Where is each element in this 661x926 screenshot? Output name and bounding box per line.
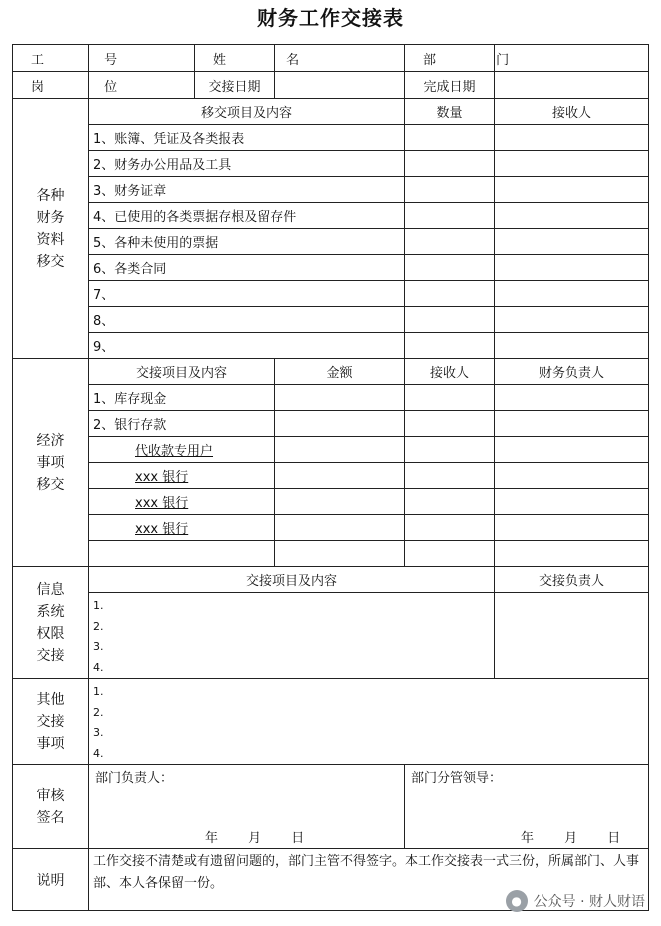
section1-row — [13, 307, 649, 333]
section3-header-owner: 交接负责人 — [495, 567, 649, 593]
section1-row — [13, 333, 649, 359]
section2-row — [13, 489, 649, 515]
label-completion-date: 完成日期 — [405, 72, 495, 99]
section3-header-row — [13, 567, 649, 593]
signature-supervisor[interactable] — [405, 765, 649, 849]
section2-row — [13, 515, 649, 541]
signature-supervisor-label: 部门分管领导： — [411, 771, 503, 786]
section2-header-item: 交接项目及内容 — [89, 359, 275, 385]
label-name: 姓 名 — [195, 45, 275, 72]
watermark — [506, 888, 645, 914]
field-receiver[interactable] — [405, 463, 495, 489]
field-receiver[interactable] — [495, 307, 649, 333]
label-employee-id: 工 号 — [13, 45, 89, 72]
field-amount[interactable] — [275, 541, 405, 567]
section4-label: 其他交接事项 — [13, 679, 89, 765]
field-amount[interactable] — [275, 515, 405, 541]
field-receiver[interactable] — [495, 203, 649, 229]
field-completion-date[interactable] — [495, 72, 649, 99]
field-receiver[interactable] — [405, 489, 495, 515]
field-receiver[interactable] — [495, 229, 649, 255]
wechat-icon: ● — [506, 890, 528, 912]
section3-label: 信息系统权限交接 — [13, 567, 89, 679]
section4-item: 1. — [93, 685, 104, 698]
section1-item: 6、各类合同 — [89, 255, 405, 281]
section4-item: 3. — [93, 726, 104, 739]
field-receiver[interactable] — [405, 437, 495, 463]
section1-header-row — [13, 99, 649, 125]
section3-item: 1. — [93, 599, 104, 612]
label-position: 岗 位 — [13, 72, 89, 99]
field-finance-head[interactable] — [495, 463, 649, 489]
field-qty[interactable] — [405, 177, 495, 203]
field-receiver[interactable] — [405, 385, 495, 411]
section5-label: 审核签名 — [13, 765, 89, 849]
section5-row — [13, 765, 649, 849]
field-receiver[interactable] — [495, 125, 649, 151]
field-finance-head[interactable] — [495, 489, 649, 515]
field-qty[interactable] — [405, 333, 495, 359]
watermark-text: 公众号 · 财人财语 — [533, 894, 645, 910]
field-amount[interactable] — [275, 489, 405, 515]
page-title: 财务工作交接表 — [257, 6, 404, 30]
field-receiver[interactable] — [405, 411, 495, 437]
section1-row — [13, 255, 649, 281]
field-receiver[interactable] — [495, 333, 649, 359]
section1-header-receiver: 接收人 — [495, 99, 649, 125]
field-item[interactable] — [89, 541, 275, 567]
section1-row — [13, 125, 649, 151]
section1-item: 8、 — [89, 307, 405, 333]
section1-item: 4、已使用的各类票据存根及留存件 — [89, 203, 405, 229]
signature-dept-head-date: 年 月 日 — [205, 831, 305, 846]
header-row-1 — [13, 45, 649, 72]
section2-sub-item: xxx 银行 — [89, 489, 275, 515]
field-receiver[interactable] — [495, 255, 649, 281]
section2-header-receiver: 接收人 — [405, 359, 495, 385]
section2-header-amount: 金额 — [275, 359, 405, 385]
section3-item: 3. — [93, 640, 104, 653]
section2-sub-item: xxx 银行 — [89, 463, 275, 489]
field-qty[interactable] — [405, 203, 495, 229]
field-receiver[interactable] — [495, 281, 649, 307]
field-finance-head[interactable] — [495, 385, 649, 411]
section3-item: 2. — [93, 619, 104, 633]
section2-row — [13, 411, 649, 437]
section1-item: 7、 — [89, 281, 405, 307]
section1-row — [13, 281, 649, 307]
label-handover-date: 交接日期 — [195, 72, 275, 99]
field-finance-head[interactable] — [495, 437, 649, 463]
section1-item: 5、各种未使用的票据 — [89, 229, 405, 255]
signature-dept-head-label: 部门负责人： — [95, 771, 174, 786]
field-amount[interactable] — [275, 463, 405, 489]
section2-sub-item: 代收款专用户 — [89, 437, 275, 463]
field-qty[interactable] — [405, 281, 495, 307]
section4-item: 2. — [93, 705, 104, 719]
section4-row — [13, 679, 649, 765]
section1-row — [13, 229, 649, 255]
section2-row — [13, 437, 649, 463]
section2-header-row — [13, 359, 649, 385]
section6-label: 说明 — [13, 849, 89, 911]
section3-items[interactable] — [89, 593, 495, 679]
section1-header-item: 移交项目及内容 — [89, 99, 405, 125]
field-qty[interactable] — [405, 125, 495, 151]
section2-header-finance-head: 财务负责人 — [495, 359, 649, 385]
section1-item: 3、财务证章 — [89, 177, 405, 203]
section2-sub-item: xxx 银行 — [89, 515, 275, 541]
section3-header-item: 交接项目及内容 — [89, 567, 495, 593]
section1-item: 2、财务办公用品及工具 — [89, 151, 405, 177]
field-handover-owner[interactable] — [495, 593, 649, 679]
section3-item: 4. — [93, 660, 104, 674]
field-qty[interactable] — [405, 255, 495, 281]
section1-row — [13, 151, 649, 177]
section4-items[interactable] — [89, 679, 649, 765]
section1-item: 9、 — [89, 333, 405, 359]
field-finance-head[interactable] — [495, 411, 649, 437]
section1-label: 各种财务资料移交 — [13, 99, 89, 359]
section2-row — [13, 385, 649, 411]
section1-row — [13, 177, 649, 203]
field-receiver[interactable] — [405, 515, 495, 541]
section6-text: 工作交接不清楚或有遗留问题的，部门主管不得签字。本工作交接表一式三份，所属部门、人事部、本人各保留一份。 — [89, 849, 649, 911]
field-finance-head[interactable] — [495, 515, 649, 541]
signature-supervisor-date: 年 月 日 — [521, 831, 621, 846]
field-handover-date[interactable] — [275, 72, 405, 99]
field-receiver[interactable] — [405, 541, 495, 567]
section1-item: 1、账簿、凭证及各类报表 — [89, 125, 405, 151]
section2-item: 1、库存现金 — [89, 385, 275, 411]
field-qty[interactable] — [405, 151, 495, 177]
field-qty[interactable] — [405, 307, 495, 333]
section2-label: 经济事项移交 — [13, 359, 89, 567]
section3-body — [13, 593, 649, 679]
field-receiver[interactable] — [495, 177, 649, 203]
field-qty[interactable] — [405, 229, 495, 255]
section1-header-qty: 数量 — [405, 99, 495, 125]
field-finance-head[interactable] — [495, 541, 649, 567]
field-amount[interactable] — [275, 385, 405, 411]
field-amount[interactable] — [275, 411, 405, 437]
header-row-2 — [13, 72, 649, 99]
label-department: 部 门 — [405, 45, 495, 72]
section2-item: 2、银行存款 — [89, 411, 275, 437]
section2-row-blank — [13, 541, 649, 567]
signature-dept-head[interactable] — [89, 765, 405, 849]
field-receiver[interactable] — [495, 151, 649, 177]
section1-row — [13, 203, 649, 229]
handover-form — [12, 44, 649, 911]
section2-row — [13, 463, 649, 489]
field-amount[interactable] — [275, 437, 405, 463]
section4-item: 4. — [93, 746, 104, 760]
